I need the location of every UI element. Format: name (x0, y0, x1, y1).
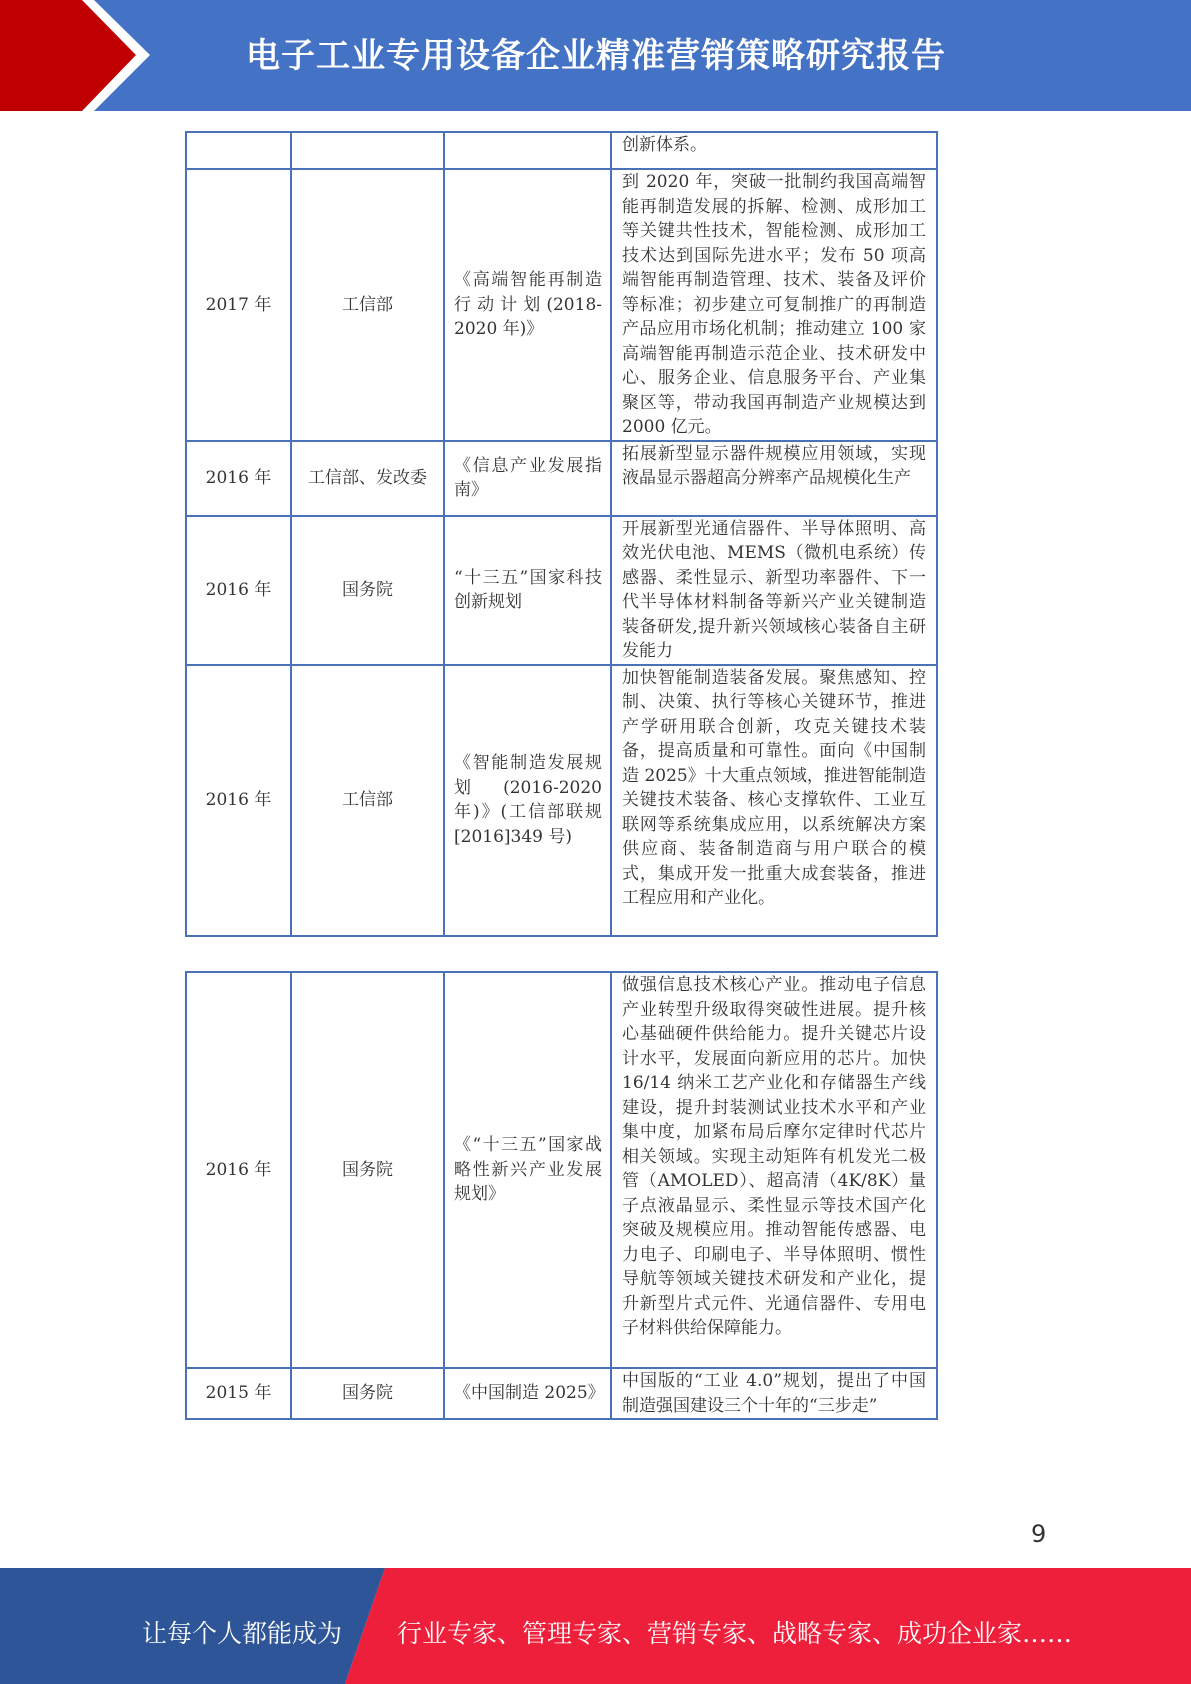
policy-content-cell: 做强信息技术核心产业。推动电子信息产业转型升级取得突破性进展。提升核心基础硬件供给能力。提升关键芯片设计水平，发展面向新应用的芯片。加快 16/14 纳米工艺产业化和存储器生产线建设，提升封装测试业技术水平和产业集中度，加紧布局后摩尔定律时代芯片相关领域。实现主动矩阵有机发光二极管（AMOLED）、超高清（4K/8K）量子点液晶显示、柔性显示等技术国产化突破及规模应用。推动智能传感器、电力电子、印刷电子、半导体照明、惯性导航等领域关键技术研发和产业化，提升新型片式元件、光通信器件、专用电子材料供给保障能力。 (611, 972, 937, 1368)
table-row (186, 972, 937, 1368)
department-cell: 工信部、发改委 (291, 441, 444, 516)
policy-content-cell: 拓展新型显示器件规模应用领域，实现液晶显示器超高分辨率产品规模化生产 (611, 441, 937, 516)
year-cell: 2017 年 (186, 169, 291, 441)
year-cell: 2016 年 (186, 665, 291, 936)
policy-document-cell: 《高端智能再制造行动计划(2018-2020 年)》 (444, 169, 611, 441)
policy-document-cell: “十三五”国家科技创新规划 (444, 516, 611, 665)
policy-document-cell: 《智能制造发展规划 (2016-2020 年)》(工信部联规[2016]349 号) (444, 665, 611, 936)
policy-document-cell: 《中国制造 2025》 (444, 1368, 611, 1419)
policy-table-1 (185, 131, 938, 937)
policy-content-cell: 到 2020 年，突破一批制约我国高端智能再制造发展的拆解、检测、成形加工等关键共性技术，智能检测、成形加工技术达到国际先进水平；发布 50 项高端智能再制造管理、技术、装备及评价等标准；初步建立可复制推广的再制造产品应用市场化机制；推动建立 100 家高端智能再制造示范企业、技术研发中心、服务企业、信息服务平台、产业集聚区等，带动我国再制造产业规模达到 2000 亿元。 (611, 169, 937, 441)
department-cell: 国务院 (291, 972, 444, 1368)
department-cell (291, 132, 444, 169)
year-cell: 2016 年 (186, 516, 291, 665)
table-row (186, 665, 937, 936)
department-cell: 国务院 (291, 516, 444, 665)
policy-table-2 (185, 971, 938, 1420)
year-cell: 2016 年 (186, 441, 291, 516)
policy-document-cell (444, 132, 611, 169)
year-cell (186, 132, 291, 169)
table-row (186, 169, 937, 441)
policy-content-cell: 中国版的“工业 4.0”规划，提出了中国制造强国建设三个十年的“三步走” (611, 1368, 937, 1419)
table-row (186, 516, 937, 665)
table-row (186, 1368, 937, 1419)
table-row (186, 132, 937, 169)
department-cell: 国务院 (291, 1368, 444, 1419)
footer-slogan-left: 让每个人都能成为 (142, 1619, 343, 1648)
department-cell: 工信部 (291, 665, 444, 936)
department-cell: 工信部 (291, 169, 444, 441)
header-chevron-decoration (0, 0, 160, 111)
policy-document-cell: 《信息产业发展指南》 (444, 441, 611, 516)
table-row (186, 441, 937, 516)
page-number: 9 (1031, 1520, 1047, 1548)
policy-content-cell: 创新体系。 (611, 132, 937, 169)
policy-document-cell: 《“十三五”国家战略性新兴产业发展规划》 (444, 972, 611, 1368)
policy-content-cell: 开展新型光通信器件、半导体照明、高效光伏电池、MEMS（微机电系统）传感器、柔性显示、新型功率器件、下一代半导体材料制备等新兴产业关键制造装备研发,提升新兴领域核心装备自主研发能力 (611, 516, 937, 665)
year-cell: 2015 年 (186, 1368, 291, 1419)
year-cell: 2016 年 (186, 972, 291, 1368)
footer-slogan-right: 行业专家、管理专家、营销专家、战略专家、成功企业家…… (397, 1619, 1073, 1648)
report-title: 电子工业专用设备企业精准营销策略研究报告 (246, 36, 946, 76)
policy-content-cell: 加快智能制造装备发展。聚焦感知、控制、决策、执行等核心关键环节，推进产学研用联合创新，攻克关键技术装备，提高质量和可靠性。面向《中国制造 2025》十大重点领域，推进智能制造关键技术装备、核心支撑软件、工业互联网等系统集成应用，以系统解决方案供应商、装备制造商与用户联合的模式，集成开发一批重大成套装备，推进工程应用和产业化。 (611, 665, 937, 936)
